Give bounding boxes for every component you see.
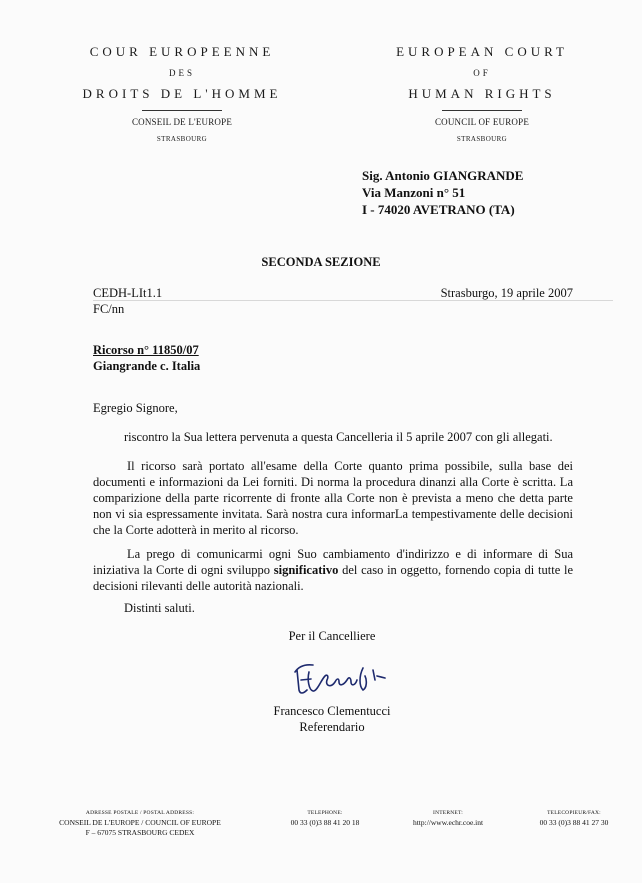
reference-block xyxy=(93,285,162,317)
signatory-block xyxy=(252,703,412,735)
footer-telephone xyxy=(270,808,380,828)
reference-rule xyxy=(93,300,613,301)
letterhead-left-line4: CONSEIL DE L'EUROPE xyxy=(131,117,233,127)
letterhead-left-line2: DES xyxy=(168,68,195,78)
letterhead-right-rule xyxy=(442,110,522,111)
letterhead-right-line2: OF xyxy=(473,68,491,78)
place-date: Strasburgo, 19 aprile 2007 xyxy=(440,286,573,300)
paragraph-3-text-b: del caso in oggetto, fornendo copia di tutte le decisioni rilevanti delle autorità nazionali. xyxy=(93,563,574,593)
salutation: Egregio Signore, xyxy=(93,401,178,415)
case-block xyxy=(93,342,200,374)
footer-internet-value[interactable]: http://www.echr.coe.int xyxy=(412,818,484,827)
signatory-name: Francesco Clementucci xyxy=(273,704,391,718)
footer-telephone-title: TELEPHONE: xyxy=(307,810,343,816)
section-title: SECONDA SEZIONE xyxy=(261,255,381,269)
reference-initials: FC/nn xyxy=(93,302,125,316)
letterhead-right-line1: EUROPEAN COURT xyxy=(396,44,568,59)
paragraph-3 xyxy=(93,546,573,594)
letterhead-right-line3: HUMAN RIGHTS xyxy=(408,86,556,101)
paragraph-1-text: riscontro la Sua lettera pervenuta a questa Cancelleria il 5 aprile 2007 con gli allegati. xyxy=(124,430,553,444)
recipient-city: I - 74020 AVETRANO (TA) xyxy=(362,202,515,217)
recipient-name: Sig. Antonio GIANGRANDE xyxy=(362,168,524,183)
footer-fax-title: TELECOPIEUR/FAX: xyxy=(547,810,601,816)
letterhead-right xyxy=(370,44,594,143)
recipient-address xyxy=(362,167,523,218)
handwritten-signature xyxy=(285,650,395,700)
recipient-street: Via Manzoni n° 51 xyxy=(362,185,466,200)
footer-fax-value: 00 33 (0)3 88 41 27 30 xyxy=(539,818,609,827)
paragraph-1 xyxy=(93,429,573,445)
letterhead-left-line1: COUR EUROPEENNE xyxy=(89,44,275,59)
paragraph-3-text-a: La prego di comunicarmi ogni Suo cambiamento d'indirizzo e di informare di Sua iniziativa la Corte di ogni sviluppo xyxy=(93,547,573,577)
paragraph-2: Il ricorso sarà portato all'esame della Corte quanto prima possibile, sulla base dei documenti e informazioni da Lei forniti. Di norma la procedura dinanzi alla Corte è scritta. La comparizione della parte ricorrente di fronte alla Corte non è prevista a meno che detta parte non vi sia espressamente invitata. Sarà nostra cura informarLa tempestivamente delle decisioni che la Corte adotterà in merito al ricorso. xyxy=(93,459,573,537)
letterhead-right-line5: STRASBOURG xyxy=(456,135,508,143)
signatory-title: Referendario xyxy=(299,720,365,734)
footer-postal-line1: CONSEIL DE L'EUROPE / COUNCIL OF EUROPE xyxy=(59,818,221,827)
letterhead-left xyxy=(70,44,294,143)
letterhead-right-line4: COUNCIL OF EUROPE xyxy=(434,117,530,127)
case-parties: Giangrande c. Italia xyxy=(93,359,201,373)
signature-for: Per il Cancelliere xyxy=(288,629,376,643)
letterhead-left-rule xyxy=(142,110,222,111)
case-number: Ricorso n° 11850/07 xyxy=(93,343,199,357)
paragraph-3-emphasis: significativo xyxy=(273,563,339,577)
footer-postal xyxy=(40,808,240,838)
reference-code: CEDH-LIt1.1 xyxy=(93,286,163,300)
closing: Distinti saluti. xyxy=(124,601,195,615)
footer-fax xyxy=(515,808,633,828)
letterhead-left-line5: STRASBOURG xyxy=(156,135,208,143)
footer-postal-title: ADRESSE POSTALE / POSTAL ADDRESS: xyxy=(85,810,195,816)
footer-internet-title: INTERNET: xyxy=(433,810,463,816)
footer-internet xyxy=(393,808,503,828)
footer-telephone-value: 00 33 (0)3 88 41 20 18 xyxy=(290,818,360,827)
footer-postal-line2: F – 67075 STRASBOURG CEDEX xyxy=(85,828,195,837)
letterhead-left-line3: DROITS DE L'HOMME xyxy=(82,86,282,101)
